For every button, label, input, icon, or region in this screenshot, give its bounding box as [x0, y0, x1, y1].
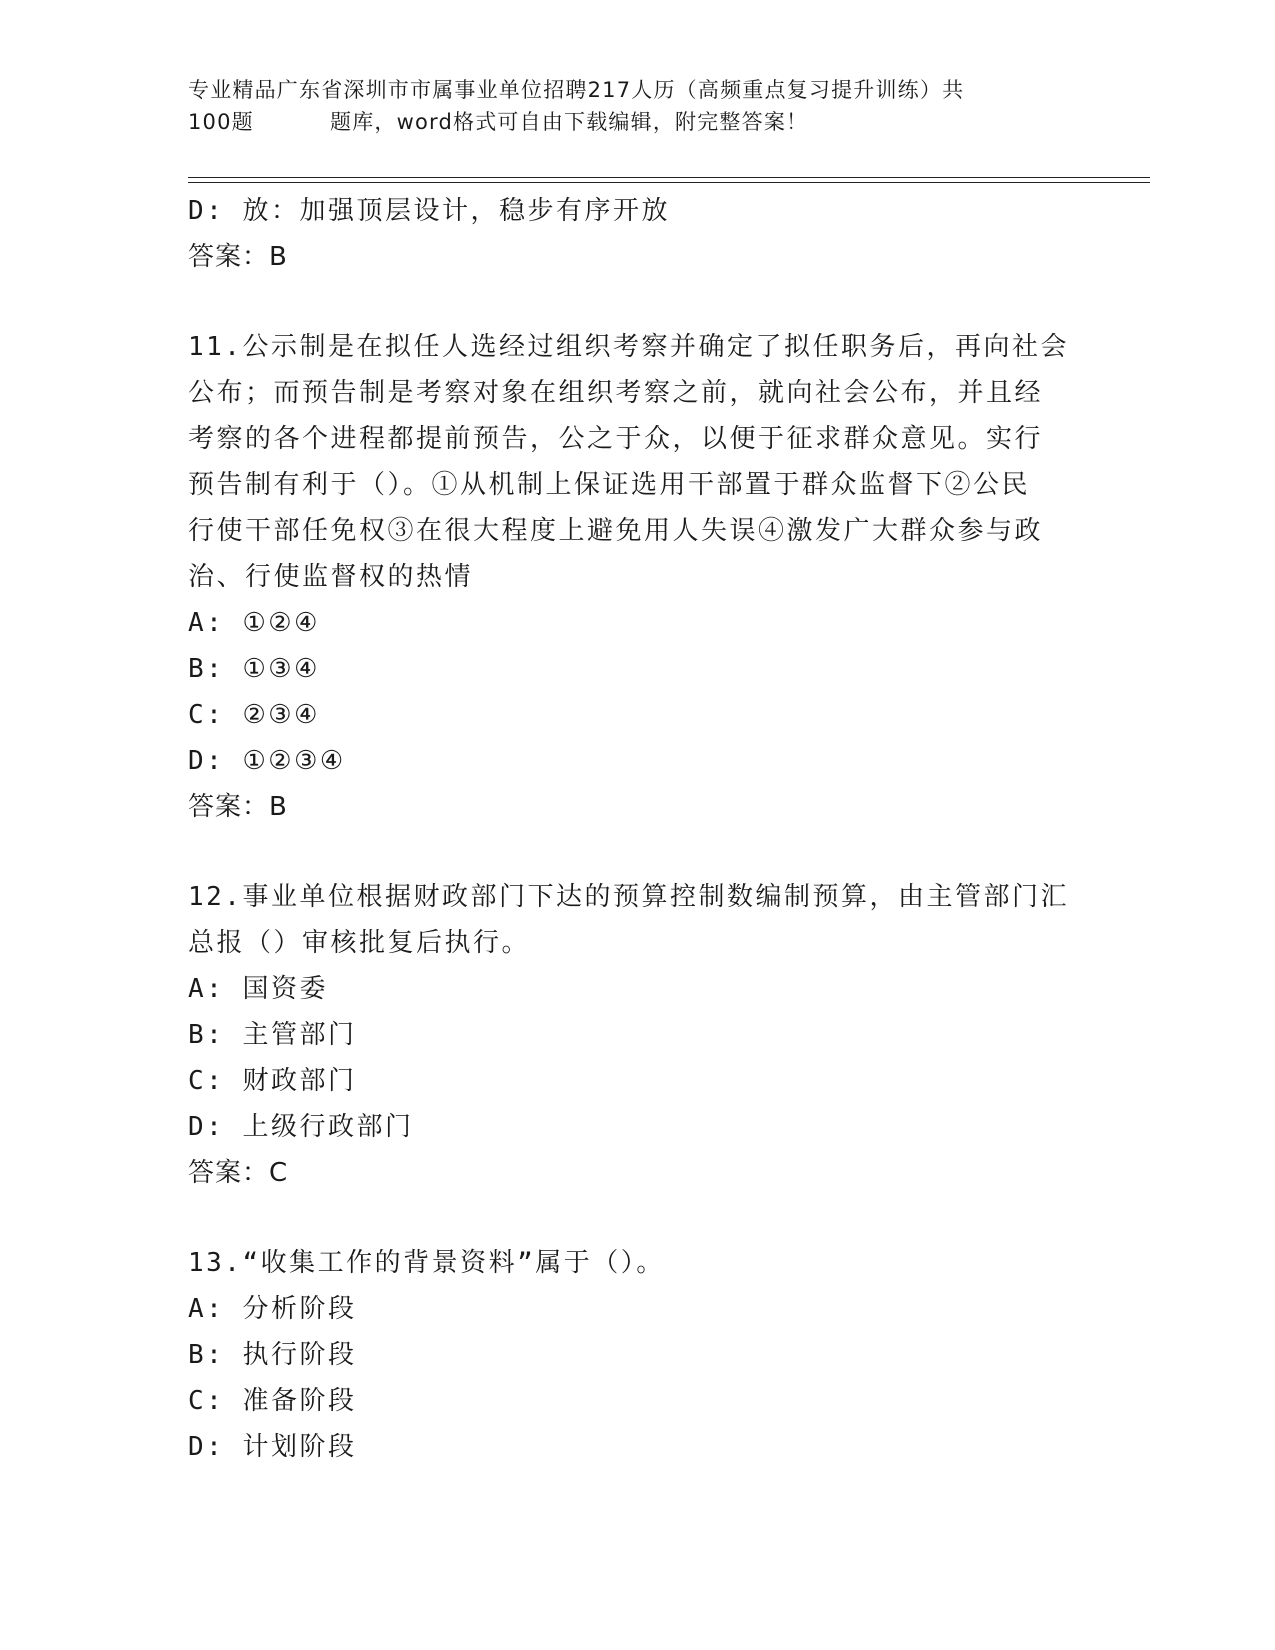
spacer	[188, 1196, 1088, 1240]
question-stem: 11.公示制是在拟任人选经过组织考察并确定了拟任职务后，再向社会 公布；而预告制是考察对象在组织考察之前，就向社会公布，并且经 考察的各个进程都提前预告，公之于众，以便于征求群众意见。实行 预告制有利于（）。①从机制上保证选用干部置于群众监督下②公民 行使干部任免权③在很大程度上避免用人失误④激发广大群众参与政 治、行使监督权的热情	[188, 332, 1069, 592]
option-c: C: 准备阶段	[188, 1386, 357, 1416]
previous-question-tail	[188, 188, 1088, 280]
spacer	[188, 830, 1088, 874]
question-11	[188, 324, 1088, 830]
option-a: A: 国资委	[188, 974, 328, 1004]
answer-line: 答案：B	[188, 242, 288, 272]
option-d: D: ①②③④	[188, 746, 346, 776]
question-count: 100题	[188, 110, 254, 134]
header-divider-top	[188, 177, 1150, 178]
question-stem: 12.事业单位根据财政部门下达的预算控制数编制预算，由主管部门汇 总报（）审核批复后执行。	[188, 882, 1069, 958]
option-a: A: ①②④	[188, 608, 320, 638]
header-title-line: 专业精品广东省深圳市市属事业单位招聘217人历（高频重点复习提升训练）共	[188, 78, 965, 102]
option-b: B: 执行阶段	[188, 1340, 357, 1370]
page-header	[188, 74, 1088, 138]
option-c: C: ②③④	[188, 700, 320, 730]
option-a: A: 分析阶段	[188, 1294, 357, 1324]
option-d: D: 计划阶段	[188, 1432, 357, 1462]
option-c: C: 财政部门	[188, 1066, 357, 1096]
option-b: B: 主管部门	[188, 1020, 357, 1050]
option-d: D: 上级行政部门	[188, 1112, 414, 1142]
question-13	[188, 1240, 1088, 1470]
answer-line: 答案：C	[188, 1158, 289, 1188]
question-list	[188, 188, 1088, 1470]
question-stem: 13.“收集工作的背景资料”属于（）。	[188, 1248, 665, 1278]
question-12	[188, 874, 1088, 1196]
header-subtitle-line	[188, 106, 1088, 138]
answer-line: 答案：B	[188, 792, 288, 822]
header-description: 题库，word格式可自由下载编辑，附完整答案！	[330, 110, 809, 134]
spacer	[188, 280, 1088, 324]
header-divider-bottom	[188, 182, 1150, 183]
option-b: B: ①③④	[188, 654, 320, 684]
option-d: D: 放：加强顶层设计，稳步有序开放	[188, 196, 670, 226]
